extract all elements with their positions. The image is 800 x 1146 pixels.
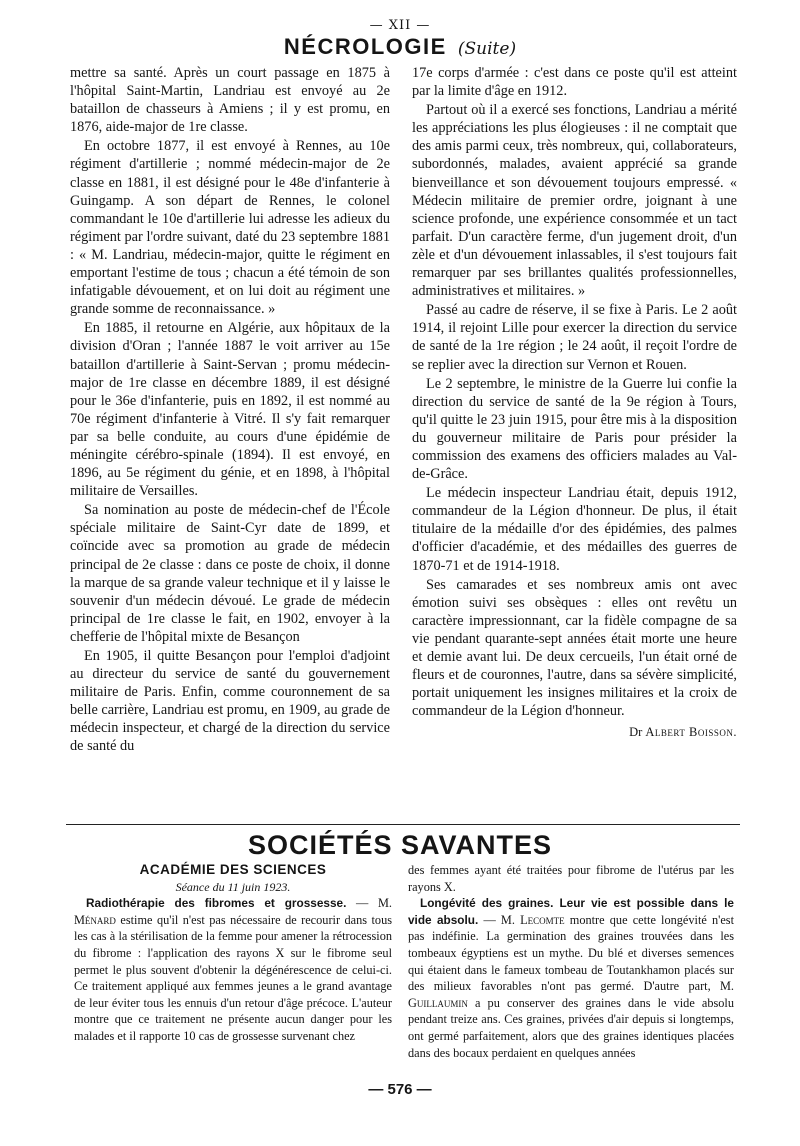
article-title: Radiothérapie des fibromes et grossesse. xyxy=(86,896,347,911)
article-author: Guillaumin xyxy=(408,995,468,1010)
paragraph: Ses camarades et ses nombreux amis ont avec émotion suivi ses obsèques : elles ont revêtu un caractère impressionnant, car la fidèle compagne de sa vie pendant quarante-sept années était morte une heure et demie avant lui. De deux cercueils, l'un était orné de fleurs et de couronnes, l'autre, dans sa sévère simplicité, portait uniquement les insignes militaires et la croix de commandeur de la Légion d'honneur. xyxy=(412,576,737,720)
page-number: — 576 — xyxy=(368,1081,432,1098)
paragraph: En octobre 1877, il est envoyé à Rennes, au 10e régiment d'artillerie ; nommé médecin-major de 2e classe en 1881, il est désigné pour le 48e d'infanterie à Guingamp. A son départ de Rennes, le colonel commandant le 10e d'artillerie lui adresse les adieux du régiment par l'ordre suivant, daté du 23 septembre 1881 : « M. Landriau, médecin-major, quitte le régiment en emportant l'estime de tous ; chacun a été témoin de son infatigable dévouement, et on lui doit au régiment une grande somme de reconnaissance. » xyxy=(70,138,390,318)
paragraph: Le 2 septembre, le ministre de la Guerre lui confie la direction du service de santé de la 9e région à Tours, qu'il quitte le 23 juin 1915, pour être mis à la disposition du gouverneur militaire de Paris pour présider la commission des examens des officiers malades au Val-de-Grâce. xyxy=(412,375,737,483)
section-divider xyxy=(66,824,740,825)
section-header xyxy=(0,34,800,60)
paragraph: En 1905, il quitte Besançon pour l'emploi d'adjoint au directeur du service de santé du gouvernement militaire de Paris. Enfin, comme couronnement de sa belle carrière, Landriau est promu, en 1909, au grade de médecin inspecteur, et chargé de la direction du service de santé du xyxy=(70,648,390,755)
page-title: NÉCROLOGIE xyxy=(283,34,447,59)
section-title: SOCIÉTÉS SAVANTES xyxy=(247,830,553,860)
paragraph: Le médecin inspecteur Landriau était, depuis 1912, commandeur de la Légion d'honneur. De plus, il était titulaire de la médaille d'or des épidémies, des palmes d'officier d'académie, et des médailles des guerres de 1870-71 et de 1914-1918. xyxy=(412,485,737,574)
article-author: Ménard xyxy=(74,912,116,927)
paragraph: Sa nomination au poste de médecin-chef de l'École spéciale militaire de Saint-Cyr date de 1899, et coïncide avec sa promotion au grade de médecin principal de 2e classe : dans ce poste de choix, il donne la marque de sa grande valeur technique et il y laisse le souvenir d'un médecin dévoué. Le grade de médecin principal de 1re classe le fait, en 1902, envoyer à la chefferie de l'hôpital mixte de Besançon xyxy=(70,502,390,645)
paragraph: mettre sa santé. Après un court passage en 1875 à l'hôpital Saint-Martin, Landriau est envoyé au 2e bataillon de chasseurs à Amiens ; il y est promu, en 1876, aide-major de 1re classe. xyxy=(70,65,390,136)
article-dash: — M. xyxy=(478,912,521,927)
article-dash: — M. xyxy=(346,896,392,911)
roman-page-number: — XII — xyxy=(369,18,431,33)
article-longevite xyxy=(408,895,734,1061)
signature-prefix: Dr xyxy=(629,725,643,740)
article-title: Longévité des graines. Leur vie est possible dans le vide absolu. xyxy=(408,896,734,927)
title-suffix: (Suite) xyxy=(457,39,517,59)
article-body: a pu conserver des graines dans le vide absolu pendant treize ans. Ces graines, privées d'air depuis si longtemps, ont germé parfaitement, alors que des graines identiques placées dans des bocaux perdaient en quelques années xyxy=(408,995,734,1060)
paragraph: En 1885, il retourne en Algérie, aux hôpitaux de la division d'Oran ; l'année 1887 le voit arriver au 15e bataillon d'artillerie à Saint-Servan ; promu médecin-major de 1re classe en décembre 1889, il est désigné pour le 36e d'infanterie, puis en 1892, il est nommé au 70e régiment d'infanterie à Vitré. Il s'y fait remarquer par sa belle conduite, au cours d'une épidémie de méningite cérébro-spinale (1894). Il est envoyé, en 1896, au 5e régiment du génie, et en 1898, à l'hôpital militaire de Versailles. xyxy=(70,320,390,500)
societes-right-column xyxy=(408,862,734,1061)
paragraph: 17e corps d'armée : c'est dans ce poste qu'il est atteint par la limite d'âge en 1912. xyxy=(412,65,737,100)
author-signature xyxy=(412,723,737,741)
session-date: Séance du 11 juin 1923. xyxy=(175,879,291,894)
paragraph: Partout où il a exercé ses fonctions, Landriau a mérité les appréciations les plus élogieuses : il ne comptait que des amis parmi ceux, très nombreux, qui, collaborateurs, subordonnés, malades, avaient apprécié sa grande bienveillance et son dévouement toujours empressé. « Médecin militaire de premier ordre, joignant à une science profonde, une expérience consommée et un tact parfait. D'un caractère ferme, d'un jugement droit, d'un zèle et d'un dévouement inlassables, il s'est toujours fait remarquer par ses brillantes qualités professionnelles, administratives et militaires. » xyxy=(412,102,737,300)
article-author: Lecomte xyxy=(520,912,565,927)
necrologie-right-column xyxy=(412,64,737,741)
article-radiotherapie xyxy=(74,895,392,1044)
paragraph: Passé au cadre de réserve, il se fixe à Paris. Le 2 août 1914, il rejoint Lille pour exercer la direction du service de santé de la 1re région ; le 24 août, il reçoit l'ordre de se replier avec la direction sur Vernon et Rouen. xyxy=(412,302,737,373)
academy-heading: ACADÉMIE DES SCIENCES xyxy=(139,862,327,877)
societes-left-column xyxy=(74,862,392,1045)
necrologie-left-column xyxy=(70,64,390,757)
article-body: montre que cette longévité n'est pas indéfinie. La germination des graines trouvées dans les tombeaux égyptiens est un mythe. Du blé et diverses semences qui étaient dans le fameux tombeau de Toutankhamon placés sur des milieux favorables n'ont pas germé. D'autre part, M. xyxy=(408,912,735,994)
signature-name: Albert Boisson. xyxy=(645,725,737,740)
article-continuation: des femmes ayant été traitées pour fibrome de l'utérus par les rayons X. xyxy=(408,863,734,894)
article-body: estime qu'il n'est pas nécessaire de recourir dans tous les cas à la stérilisation de la femme pour amener la rétrocession du fibrome : l'application des rayons X sur le fibrome seul permet le plus souvent d'obtenir la dégénérescence de celui-ci. Ce traitement appliqué aux femmes jeunes a le grand avantage de leur éviter tous les ennuis d'un retour d'âge précoce. L'auteur montre que ce traitement ne présente aucun danger pour les malades et il rapporte 10 cas de grossesse survenant chez xyxy=(74,912,392,1043)
